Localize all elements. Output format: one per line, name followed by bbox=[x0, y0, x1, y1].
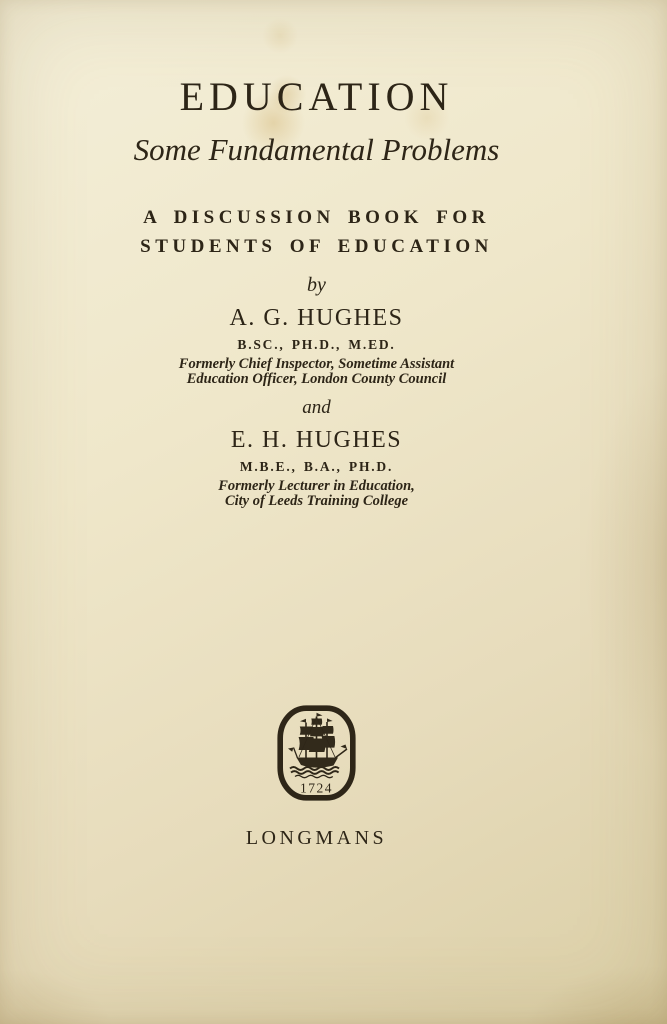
series-line-1: A DISCUSSION BOOK FOR bbox=[143, 207, 490, 229]
byline: by bbox=[307, 274, 326, 297]
author-2-affiliation-line-1: Formerly Lecturer in Education, bbox=[218, 478, 415, 495]
author-1-affiliation-line-2: Education Officer, London County Council bbox=[186, 371, 447, 388]
emblem-year: 1724 bbox=[300, 780, 333, 796]
author-2-affiliation-line-2: City of Leeds Training College bbox=[224, 493, 409, 510]
author-1-affiliation-line-1: Formerly Chief Inspector, Sometime Assistant bbox=[178, 356, 455, 373]
author-2-credentials: M.B.E., B.A., PH.D. bbox=[239, 459, 394, 475]
author-1-name: A. G. HUGHES bbox=[229, 305, 404, 332]
author-block-2 bbox=[0, 427, 633, 509]
author-conjunction: and bbox=[302, 397, 331, 419]
author-2-affiliation bbox=[0, 479, 633, 509]
author-1-affiliation bbox=[0, 357, 633, 387]
author-block-1 bbox=[0, 305, 633, 387]
series-statement bbox=[0, 203, 633, 261]
publisher-name: LONGMANS bbox=[245, 827, 388, 850]
series-line-2: STUDENTS OF EDUCATION bbox=[140, 236, 493, 258]
publisher-emblem bbox=[0, 705, 633, 801]
book-title: EDUCATION bbox=[179, 74, 454, 119]
author-1-credentials: B.SC., PH.D., M.ED. bbox=[237, 337, 396, 353]
book-subtitle: Some Fundamental Problems bbox=[133, 132, 500, 167]
longmans-ship-emblem-icon bbox=[277, 705, 356, 801]
author-2-name: E. H. HUGHES bbox=[230, 427, 403, 454]
